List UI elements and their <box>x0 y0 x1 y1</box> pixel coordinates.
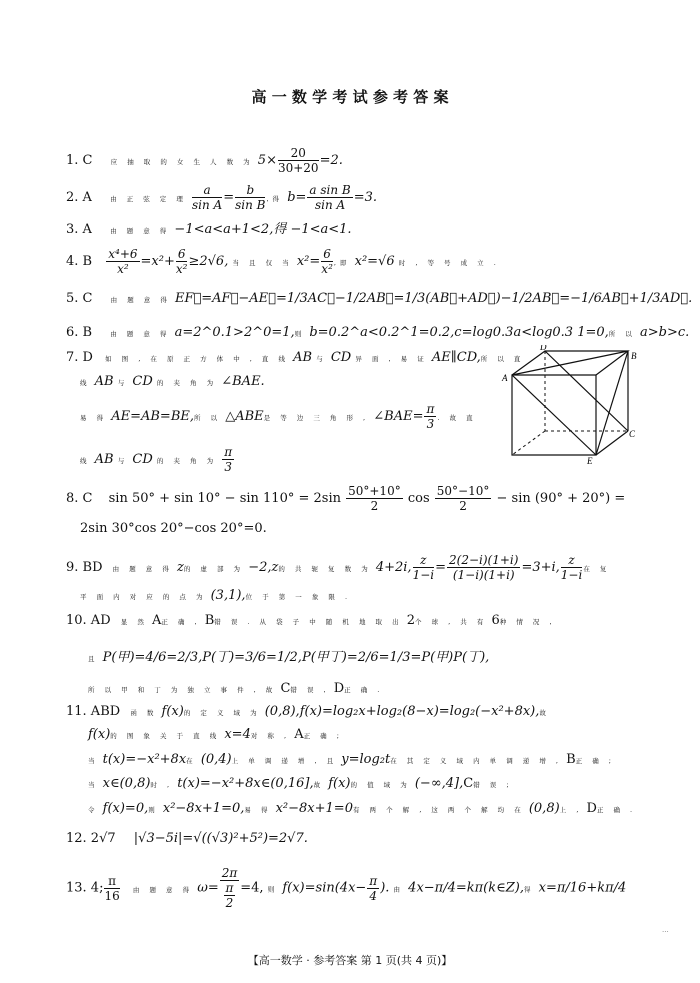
vertex-a: A <box>502 373 508 383</box>
answer-8: 8. C sin 50° + sin 10° − sin 110° = 2sin $\frac{50^\circ+10^\circ}{2}$ cos $\frac{50^\circ-10^\circ}{2}$ − sin (90° + 20°) = <box>66 484 626 513</box>
answer-label: 10. AD <box>66 613 111 628</box>
answer-6: 6. B 由 题 意 得 a=2^0.1>2^0=1,则 b=0.2^a<0.2^1=0.2,c=log0.3a<log0.3 1=0,所 以 a>b>c. <box>66 325 690 340</box>
answer-7-line4: 线 AB 与 CD 的 夹 角 为 $\frac{\pi}{3}$ <box>80 445 233 474</box>
answer-10: 10. AD 显 然 A正 确 , B错 误 . 从 袋 子 中 随 机 地 取 出 2个 球 , 共 有 6种 情 况 , <box>66 613 556 628</box>
answer-11-line4: 当 x∈(0,8)时 , t(x)=−x²+8x∈(0,16],故 f(x)的 值 域 为 (−∞,4],C错 误 ; <box>88 776 513 791</box>
answer-9-line2: 平 面 内 对 应 的 点 为 (3,1),位 于 第 一 象 限 . <box>80 588 352 603</box>
answer-label: 9. BD <box>66 560 103 575</box>
answer-11-line2: f(x)的 图 象 关 于 直 线 x=4对 称 , A正 确 ; <box>88 727 343 742</box>
answer-label: 5. C <box>66 291 93 306</box>
vertex-b: B <box>631 351 637 361</box>
answer-13: 13. 4; $\frac{\pi}{16}$ 由 题 意 得 ω= $\frac{2\pi}{\frac{\pi}{2}}$ =4, 则 f(x)=sin(4x− $\frac{\pi}{4}$ ). 由 4x−π/4=kπ(k∈Z),得 x=π/16+kπ/4 <box>66 866 627 910</box>
line-be <box>596 351 628 455</box>
page-footer: 【高一数学 · 参考答案 第 1 页(共 4 页)】 <box>247 954 453 967</box>
corner-mark: ... <box>662 926 669 934</box>
answer-11: 11. ABD 函 数 f(x)的 定 义 域 为 (0,8),f(x)=log₂x+log₂(8−x)=log₂(−x²+8x),故 <box>66 704 550 719</box>
answer-5: 5. C 由 题 意 得 EF⃗=AF⃗−AE⃗=1/3AC⃗−1/2AB⃗=1/3(AB⃗+AD⃗)−1/2AB⃗=−1/6AB⃗+1/3AD⃗. <box>66 291 693 306</box>
answer-label: 4. B <box>66 254 93 269</box>
answer-label: 3. A <box>66 222 92 237</box>
cube-diagram <box>500 345 640 465</box>
answer-10-line3: 所 以 甲 和 丁 为 独 立 事 件 , 故 C错 误 , D正 确 . <box>88 681 384 696</box>
answer-label: 13. 4; <box>66 880 104 896</box>
answer-11-line3: 当 t(x)=−x²+8x在 (0,4)上 单 调 递 增 , 且 y=log₂t在 其 定 义 域 内 单 调 递 增 , B正 确 ; <box>88 752 615 767</box>
answer-12: 12. 2√7 |√3−5i|=√((√3)²+5²)=2√7. <box>66 831 308 846</box>
answer-label: 7. D <box>66 350 93 365</box>
answer-2: 2. A 由 正 弦 定 理 $\frac{a}{\text{sin A}}$ = $\frac{b}{\text{sin B}}$ ,得 b= $\frac{\text{a sin B}}{\text{sin A}}$ =3. <box>66 183 378 212</box>
answer-label: 12. 2√7 <box>66 831 116 846</box>
answer-8-line2: 2sin 30°cos 20°−cos 20°=0. <box>80 521 267 536</box>
answer-10-line2: 且 P(甲)=4/6=2/3,P(丁)=3/6=1/2,P(甲丁)=2/6=1/3=P(甲)P(丁), <box>88 650 490 665</box>
answer-7-line2: 线 AB 与 CD 的 夹 角 为 ∠BAE. <box>80 374 265 389</box>
page-title: 高 一 数 学 考 试 参 考 答 案 <box>251 88 449 106</box>
vertex-c: C <box>629 429 636 439</box>
vertex-d: D <box>540 345 547 352</box>
answer-3: 3. A 由 题 意 得 −1<a<a+1<2,得 −1<a<1. <box>66 222 352 237</box>
answer-11-line5: 令 f(x)=0,则 x²−8x+1=0,易 得 x²−8x+1=0有 两 个 解 , 这 两 个 解 均 在 (0,8)上 , D正 确 . <box>88 801 637 816</box>
answer-7: 7. D 如 图 , 在 原 正 方 体 中 , 直 线 AB 与 CD 异 面 , 易 证 AE∥CD,所 以 直 <box>66 350 525 365</box>
explanation: 由 正 弦 定 理 <box>110 195 187 203</box>
math: 5× <box>257 153 277 168</box>
answer-label: 11. ABD <box>66 704 121 719</box>
vertex-e: E <box>587 456 593 465</box>
answer-label: 2. A <box>66 190 92 205</box>
answer-label: 6. B <box>66 325 93 340</box>
answer-7-line3: 易 得 AE=AB=BE,所 以 △ABE是 等 边 三 角 形 , ∠BAE= $\frac{\pi}{3}$ . 故 直 <box>80 402 477 431</box>
line-ae <box>512 375 596 455</box>
fraction: $\frac{20}{30+20}$ <box>277 146 319 175</box>
answer-label: 1. C <box>66 153 93 168</box>
answer-label: 8. C <box>66 491 93 506</box>
cube-right-bottom-edge <box>596 431 628 455</box>
answer-1 <box>66 146 343 175</box>
hidden-edge-diagonal <box>512 431 545 455</box>
explanation: 应 抽 取 的 女 生 人 数 为 <box>110 158 254 166</box>
answer-9: 9. BD 由 题 意 得 z的 虚 部 为 −2,z的 共 轭 复 数 为 4+2i, $\frac{z}{1-i}$ = $\frac{2(2-i)(1+i)}{(1-i)(1+i)}$ =3+i, $\frac{z}{1-i}$ 在 复 <box>66 553 611 582</box>
answer-4: 4. B $\frac{\text{x⁴+6}}{\text{x²}}$ =x²+ $\frac{6}{\text{x²}}$ ≥2√6, 当 且 仅 当 x²= $\frac{6}{\text{x²}}$ ,即 x²=√6 时 , 等 号 成 立 . <box>66 247 500 276</box>
math: =2. <box>319 153 343 168</box>
